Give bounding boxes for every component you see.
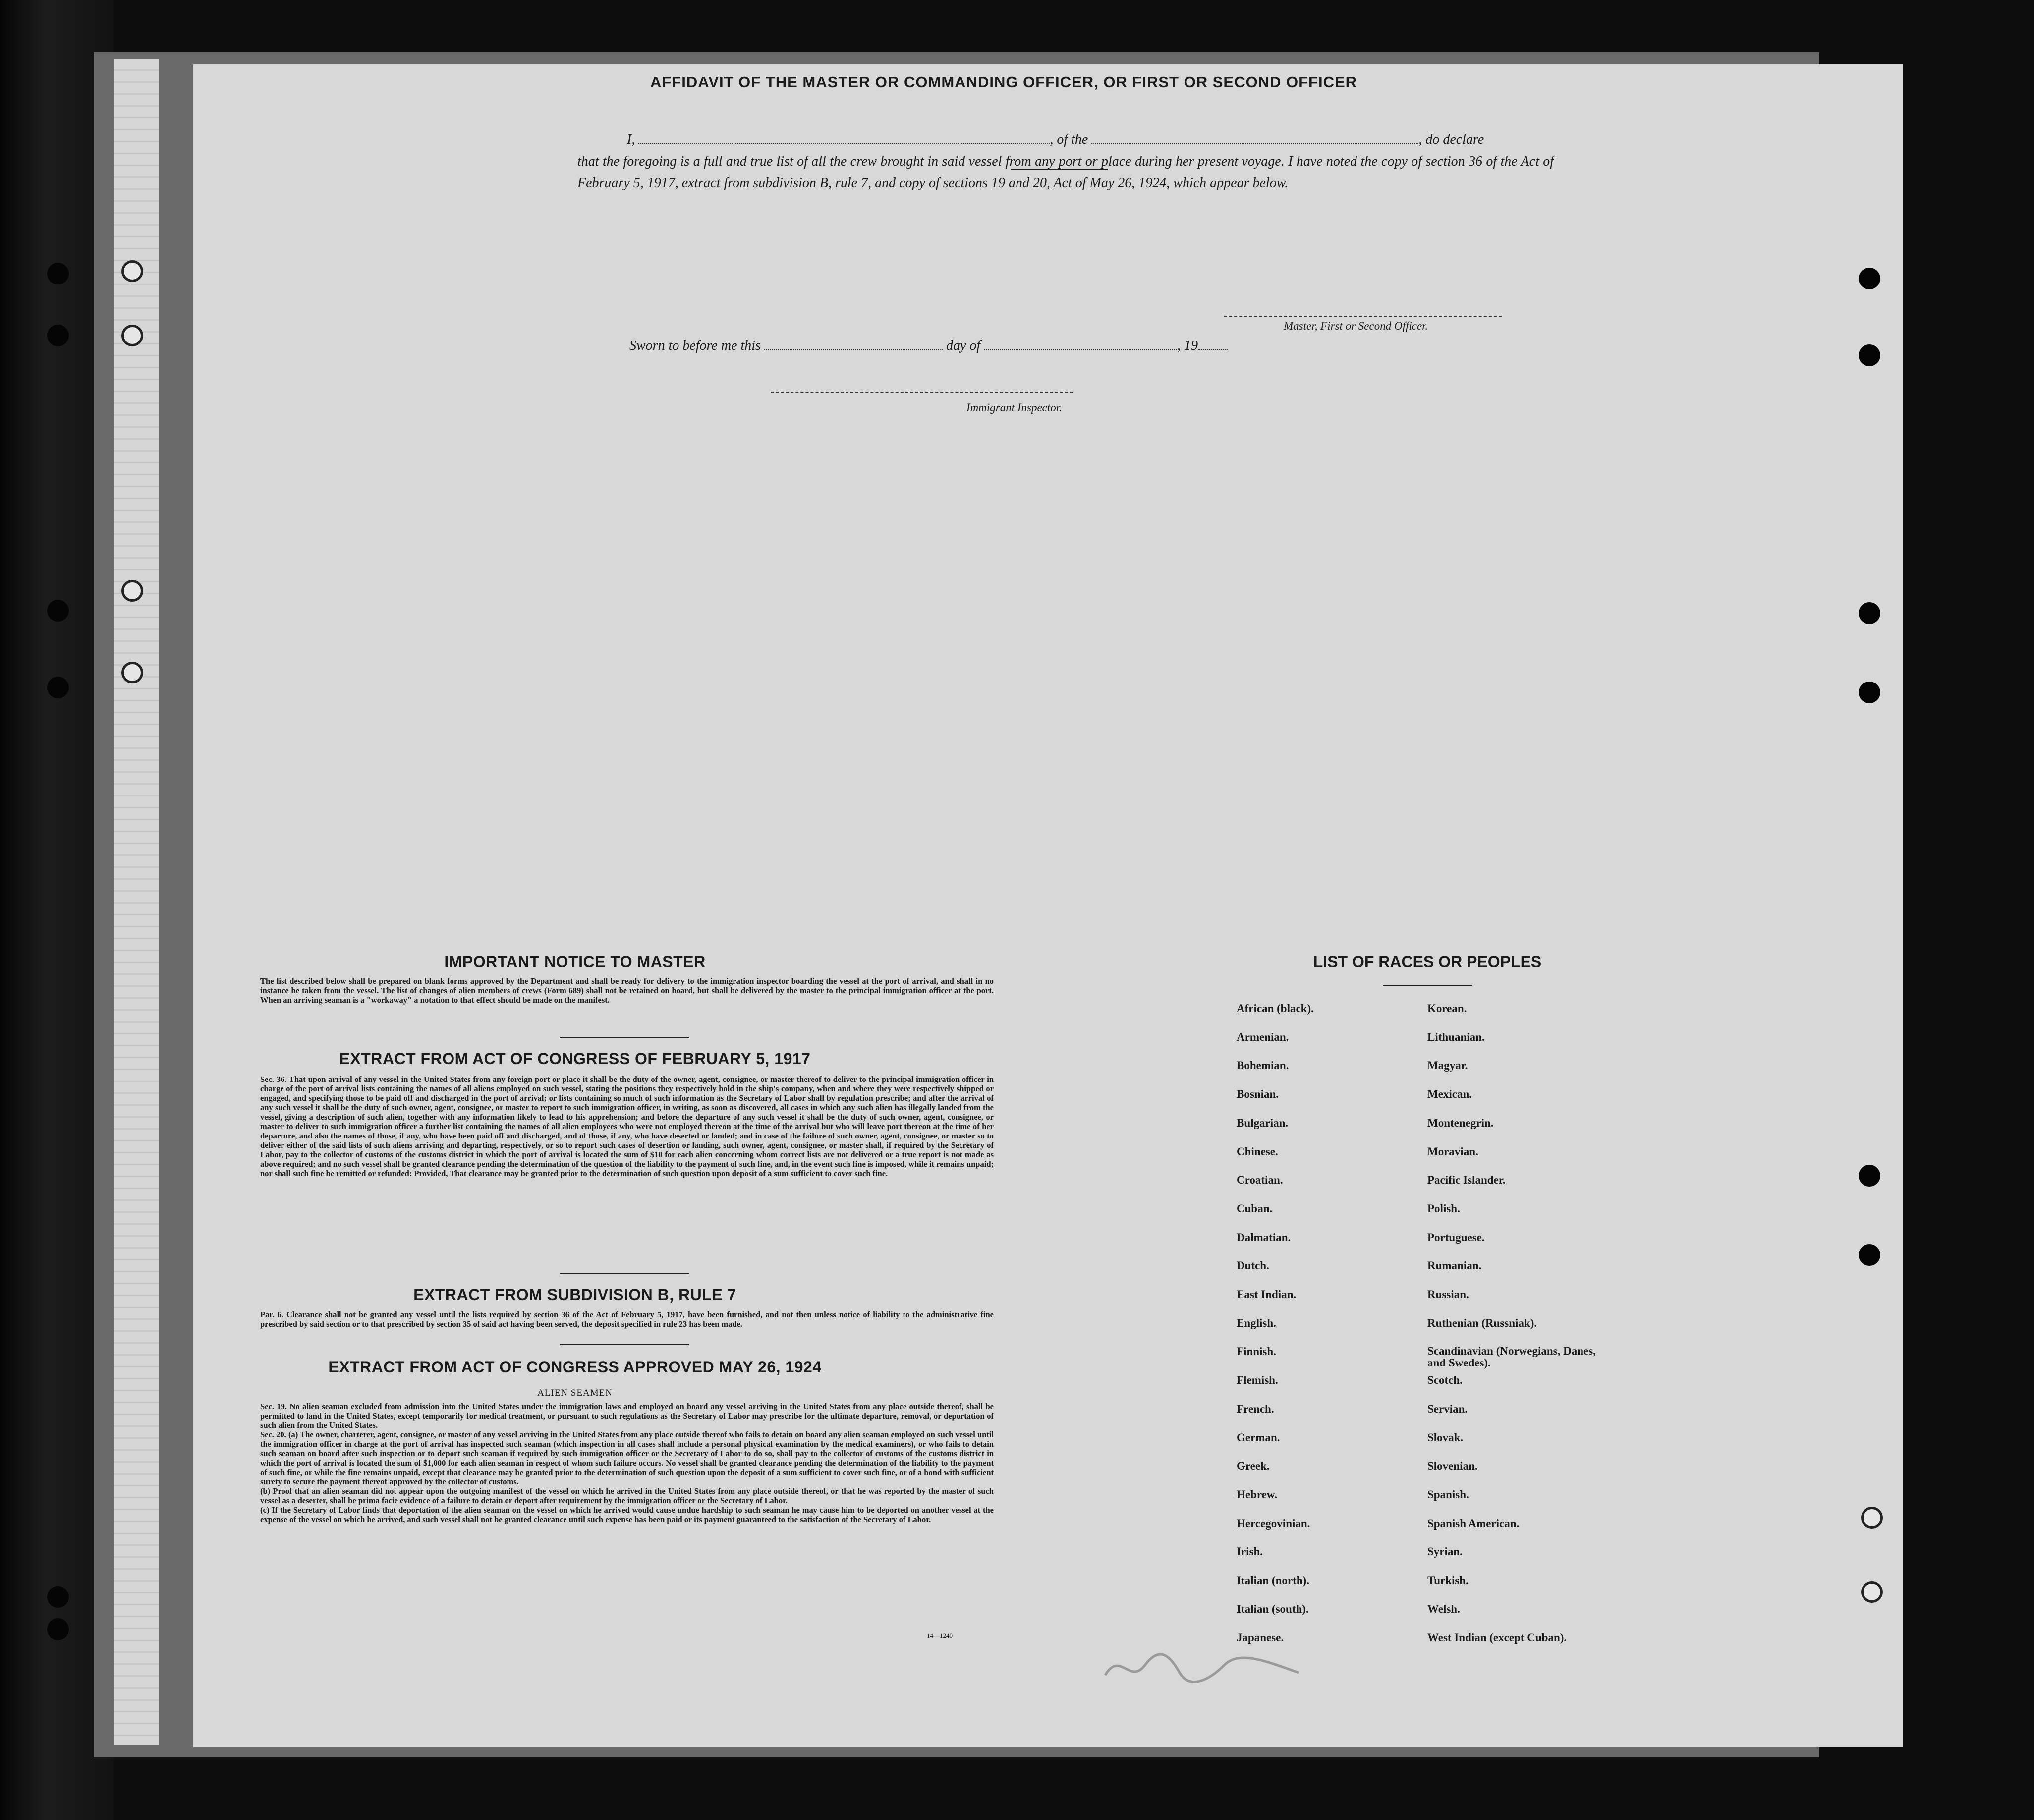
- race-item-left: Chinese.: [1237, 1145, 1278, 1158]
- race-item-right: Rumanian.: [1427, 1259, 1482, 1272]
- race-item-right: Russian.: [1427, 1288, 1469, 1301]
- binder-hole: [121, 325, 143, 346]
- master-signature-line[interactable]: [1224, 316, 1502, 317]
- race-item-left: Italian (north).: [1237, 1574, 1309, 1587]
- race-item-right: Lithuanian.: [1427, 1030, 1485, 1043]
- extract-1917-title: EXTRACT FROM ACT OF CONGRESS OF FEBRUARY 5, 1917: [339, 1050, 811, 1068]
- race-item-left: English.: [1237, 1316, 1276, 1329]
- sworn-prefix: Sworn to before me this: [629, 338, 761, 353]
- of-the-label: , of the: [1050, 132, 1088, 147]
- race-item-left: Armenian.: [1237, 1030, 1289, 1043]
- extract-1924-title: EXTRACT FROM ACT OF CONGRESS APPROVED MAY 26, 1924: [328, 1358, 822, 1376]
- race-item-left: Bosnian.: [1237, 1088, 1279, 1101]
- race-item-left: Irish.: [1237, 1545, 1263, 1558]
- inspector-signature-line[interactable]: [771, 392, 1073, 393]
- binder-hole: [1859, 682, 1880, 703]
- binder-hole: [1859, 344, 1880, 366]
- vessel-field[interactable]: [1091, 132, 1418, 144]
- races-title: LIST OF RACES OR PEOPLES: [1313, 953, 1542, 970]
- binder-hole: [47, 1618, 69, 1640]
- race-item-left: Finnish.: [1237, 1345, 1276, 1358]
- inspector-signature-label: Immigrant Inspector.: [966, 401, 1062, 414]
- race-item-right: Slovak.: [1427, 1431, 1464, 1444]
- backing-sheet-edge: [114, 59, 159, 1745]
- binder-hole: [1859, 1165, 1880, 1187]
- race-item-right: Slovenian.: [1427, 1460, 1478, 1473]
- extract-rule7-title: EXTRACT FROM SUBDIVISION B, RULE 7: [413, 1286, 736, 1304]
- race-item-left: Flemish.: [1237, 1374, 1278, 1387]
- affidavit-body-text: that the foregoing is a full and true list of all the crew brought in said vessel from any port or place during her present voyage. I have noted the copy of section 36 of the Act of February 5, 1917, extract from subdivision B, rule 7, and copy of sections 19 and 20, Act of May 26, 1924, which appear below.: [577, 154, 1554, 191]
- sworn-year-field[interactable]: [1198, 338, 1228, 350]
- notice-body: The list described below shall be prepared on blank forms approved by the Department and shall be ready for delivery to the immigration inspector boarding the vessel at the port of arrival, and shall in no instance be taken from the vessel. The list of changes of alien members of crews (Form 689) shall not be retained on board, but shall be delivered by the master to the principal immigration officer at the port. When an arriving seaman is a "workaway" a notation to that effect should be made on the manifest.: [260, 976, 994, 1005]
- sworn-statement: [629, 338, 1228, 354]
- race-item-right: Mexican.: [1427, 1088, 1472, 1101]
- section-19-text: Sec. 19. No alien seaman excluded from admission into the United States under the immigration laws and employed on board any vessel arriving in the United States from any place outside thereof, shall be permitted to land in the United States, except temporarily for medical treatment, or pursuant to such regulations as the Secretary of Labor may prescribe for the ultimate departure, removal, or deportation of such alien from the United States.: [260, 1402, 994, 1430]
- race-item-left: Bohemian.: [1237, 1059, 1289, 1072]
- affidavit-first-line: [577, 129, 1554, 151]
- sworn-month-field[interactable]: [984, 338, 1177, 350]
- section-divider: [560, 1037, 689, 1038]
- race-item-left: German.: [1237, 1431, 1280, 1444]
- binder-hole: [1861, 1507, 1883, 1529]
- section-divider: [560, 1344, 689, 1345]
- binder-hole: [121, 662, 143, 683]
- race-item-left: Hercegovinian.: [1237, 1517, 1310, 1530]
- binder-hole: [47, 1586, 69, 1608]
- race-item-right: Scandinavian (Norwegians, Danes, and Swedes).: [1427, 1345, 1596, 1369]
- form-number: 14—1240: [927, 1632, 953, 1639]
- binder-hole: [1859, 1244, 1880, 1266]
- master-signature-label: Master, First or Second Officer.: [1284, 320, 1428, 332]
- section-20b-text: (b) Proof that an alien seaman did not appear upon the outgoing manifest of the vessel on which he arrived in the United States from any place outside thereof, or that he was reported by the master of such vessel as a deserter, shall be prima facie evidence of a failure to detain or deport after requirement by the immigration officer or the Secretary of Labor.: [260, 1486, 994, 1505]
- race-item-right: Portuguese.: [1427, 1231, 1485, 1244]
- race-item-right: Ruthenian (Russniak).: [1427, 1316, 1537, 1329]
- race-item-right: Pacific Islander.: [1427, 1174, 1506, 1187]
- sworn-day-field[interactable]: [764, 338, 943, 350]
- section-divider: [560, 1273, 689, 1274]
- race-item-right: Spanish.: [1427, 1488, 1469, 1501]
- race-item-right: Scotch.: [1427, 1374, 1463, 1387]
- race-item-left: Dalmatian.: [1237, 1231, 1291, 1244]
- sworn-year-label: , 19: [1177, 338, 1198, 353]
- race-item-left: Bulgarian.: [1237, 1116, 1289, 1129]
- race-item-right: Turkish.: [1427, 1574, 1469, 1587]
- binder-hole: [121, 580, 143, 602]
- binder-hole: [1859, 268, 1880, 289]
- notice-title: IMPORTANT NOTICE TO MASTER: [444, 953, 706, 970]
- alien-seamen-heading: ALIEN SEAMEN: [537, 1388, 613, 1398]
- affidavit-i-label: I,: [627, 132, 635, 147]
- extract-1917-body: Sec. 36. That upon arrival of any vessel in the United States from any foreign port or place it shall be the duty of the owner, agent, consignee, or master thereof to deliver to the principal immigration officer in charge of the port of arrival lists containing the names of all aliens employed on such vessel, stating the positions they respectively hold in the ship's company, when and where they were respectively shipped or engaged, and specifying those to be paid off and discharged in the port of arrival; or lists containing so much of such information as the Secretary of Labor shall by regulation prescribe; and after the arrival of any such vessel it shall be the duty of such owner, agent, consignee, or master to report to such immigration officer, in writing, as soon as discovered, all cases in which any such alien has illegally landed from the vessel, giving a description of such alien, together with any information likely to lead to his apprehension; and before the departure of any such vessel it shall be the duty of such owner, agent, consignee, or master to deliver to such immigration officer a further list containing the names of all alien employees who were not employed thereon at the time of the arrival but who will leave port thereon at the time of her departure, and also the names of those, if any, who have been paid off and discharged, and of those, if any, who have deserted or landed; and in case of the failure of such owner, agent, consignee, or master so to deliver either of the said lists of such aliens arriving and departing, respectively, or so to report such cases of desertion or landing, such owner, agent, consignee, or master shall, if required by the Secretary of Labor, pay to the collector of customs of the customs district in which the port of arrival is located the sum of $10 for each alien concerning whom correct lists are not delivered or a true report is not made as above required; and no such vessel shall be granted clearance pending the determination of the question of the liability to the payment of such fine, and, in the event such fine is imposed, while it remains unpaid; nor shall such fine be remitted or refunded: Provided, That clearance may be granted prior to the determination of such question upon deposit of a sum sufficient to cover such fine.: [260, 1075, 994, 1178]
- races-divider: [1383, 985, 1472, 986]
- do-declare-label: , do declare: [1418, 132, 1484, 147]
- affidavit-title: AFFIDAVIT OF THE MASTER OR COMMANDING OFFICER, OR FIRST OR SECOND OFFICER: [650, 73, 1357, 91]
- name-field[interactable]: [638, 132, 1050, 144]
- race-item-left: French.: [1237, 1402, 1274, 1415]
- race-item-left: Japanese.: [1237, 1631, 1284, 1644]
- extract-rule7-body: Par. 6. Clearance shall not be granted any vessel until the lists required by section 36 of the Act of February 5, 1917, have been furnished, and not then unless notice of liability to the administrative fine prescribed by said section or to that prescribed by section 35 of said act having been served, the deposit specified in rule 23 has been made.: [260, 1310, 994, 1329]
- race-item-left: Croatian.: [1237, 1174, 1283, 1187]
- race-item-right: Korean.: [1427, 1002, 1467, 1015]
- race-item-right: Syrian.: [1427, 1545, 1463, 1558]
- race-item-left: Italian (south).: [1237, 1602, 1309, 1615]
- race-item-left: African (black).: [1237, 1002, 1314, 1015]
- race-item-left: East Indian.: [1237, 1288, 1297, 1301]
- binder-hole: [1861, 1581, 1883, 1603]
- race-item-left: Greek.: [1237, 1460, 1270, 1473]
- extract-1924-body: [260, 1402, 994, 1524]
- section-20c-text: (c) If the Secretary of Labor finds that deportation of the alien seaman on the vessel on which he arrived would cause undue hardship to such seaman he may cause him to be deported on another vessel at the expense of the vessel on which he arrived, and such vessel shall not be granted clearance until such expense has been paid or its payment guaranteed to the satisfaction of the Secretary of Labor.: [260, 1505, 994, 1524]
- race-item-right: Spanish American.: [1427, 1517, 1520, 1530]
- binder-hole: [121, 260, 143, 282]
- sworn-day-label: day of: [946, 338, 981, 353]
- binder-hole: [1859, 602, 1880, 624]
- handwritten-scrawl: [1100, 1646, 1308, 1690]
- binder-hole: [47, 677, 69, 698]
- race-item-right: Welsh.: [1427, 1602, 1460, 1615]
- race-item-right: Moravian.: [1427, 1145, 1478, 1158]
- race-item-right: Servian.: [1427, 1402, 1468, 1415]
- binder-hole: [47, 325, 69, 346]
- race-item-right: Montenegrin.: [1427, 1116, 1494, 1129]
- affidavit-declaration: [577, 129, 1554, 194]
- race-item-right: Magyar.: [1427, 1059, 1468, 1072]
- binder-hole: [47, 263, 69, 284]
- section-20a-text: Sec. 20. (a) The owner, charterer, agent, consignee, or master of any vessel arriving in the United States from any place outside thereof who fails to detain on board any alien seaman employed on such vessel until the immigration officer in charge at the port of arrival has inspected such seaman (which inspection in all cases shall include a personal physical examination by the medical examiners), or who fails to detain such seaman on board after such inspection or to deport such seaman if required by such immigration officer or the Secretary of Labor to do so, shall pay to the collector of customs of the customs district in which the port of arrival is located the sum of $1,000 for each alien seaman in respect of whom such failure occurs. No vessel shall be granted clearance pending the determination of the liability to the payment of such fine, or while the fine remains unpaid, except that clearance may be granted prior to the determination of such question upon the deposit of a sum sufficient to cover such fine, or of a bond with sufficient surety to secure the payment thereof approved by the collector of customs.: [260, 1430, 994, 1486]
- race-item-left: Dutch.: [1237, 1259, 1269, 1272]
- race-item-right: West Indian (except Cuban).: [1427, 1631, 1567, 1644]
- binder-hole: [47, 600, 69, 622]
- race-item-right: Polish.: [1427, 1202, 1460, 1215]
- race-item-left: Hebrew.: [1237, 1488, 1277, 1501]
- race-item-left: Cuban.: [1237, 1202, 1273, 1215]
